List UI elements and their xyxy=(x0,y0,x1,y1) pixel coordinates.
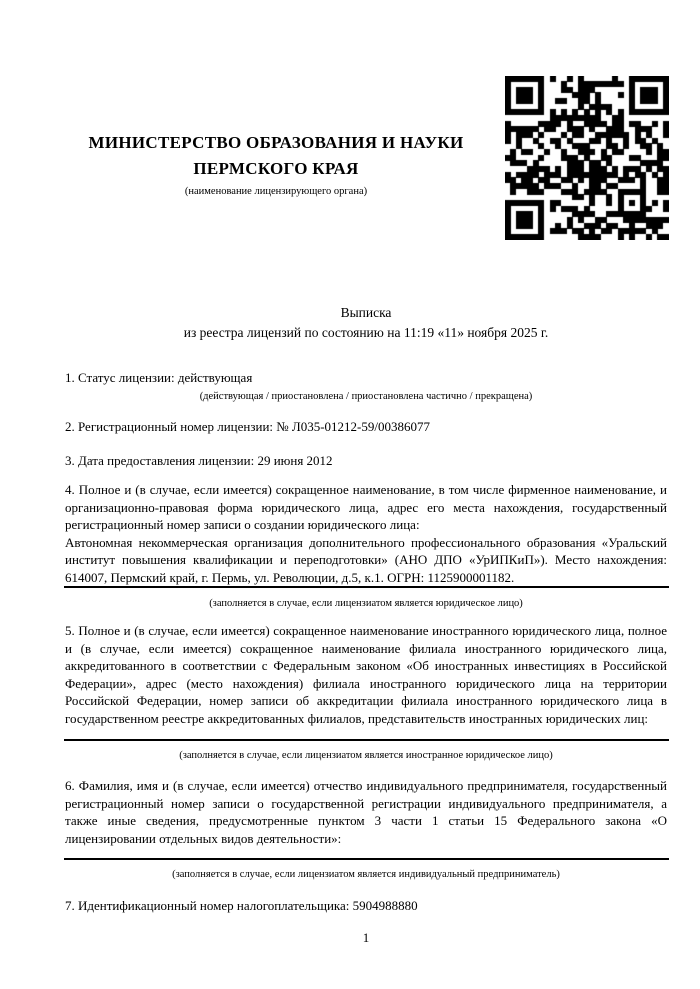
item-7-taxpayer-id: 7. Идентификационный номер налогоплательщика: 5904988880 xyxy=(65,898,418,913)
item-4-caption: (заполняется в случае, если лицензиатом является юридическое лицо) xyxy=(209,598,523,609)
ministry-name-line2: ПЕРМСКОГО КРАЯ xyxy=(193,158,359,178)
document-title-line1: Выписка xyxy=(340,305,392,320)
item-5-foreign-entity: 5. Полное и (в случае, если имеется) сокращенное наименование иностранного юридического лица, полное и (в случае, если имеется) сокращенное наименование филиала иностранного юридического лица, аккредитованного в соответствии с Федеральным законом «Об иностранных инвестициях в Российской Федерации», адрес (место нахождения) филиала иностранного юридического лица на территории Российской Федерации, номер записи об аккредитации филиала иностранного юридического лица в государственном реестре аккредитованных филиалов, представительств иностранных юридических лиц: xyxy=(65,623,667,726)
ministry-caption: (наименование лицензирующего органа) xyxy=(184,186,368,197)
fill-line-foreign-entity xyxy=(64,739,669,741)
item-4-text: 4. Полное и (в случае, если имеется) сокращенное наименование, в том числе фирменное наименование, и организационно-правовая форма юридического лица, адрес его места нахождения, государственный регистрационный номер записи о создании юридического лица: xyxy=(65,482,667,533)
item-1-license-status: 1. Статус лицензии: действующая xyxy=(65,370,253,385)
ministry-name-line1: МИНИСТЕРСТВО ОБРАЗОВАНИЯ И НАУКИ xyxy=(88,133,464,152)
document-title xyxy=(65,303,667,342)
fill-line-legal-entity xyxy=(64,586,669,588)
item-6-caption: (заполняется в случае, если лицензиатом является индивидуальный предприниматель) xyxy=(172,869,560,880)
item-6-individual-entrepreneur: 6. Фамилия, имя и (в случае, если имеется) отчество индивидуального предпринимателя, государственный регистрационный номер записи о государственной регистрации индивидуального предпринимателя, а также иные сведения, предусмотренные пунктом 3 части 1 статьи 15 Федерального закона «О лицензировании отдельных видов деятельности»: xyxy=(65,778,667,846)
item-3-grant-date: 3. Дата предоставления лицензии: 29 июня 2012 xyxy=(65,453,333,468)
item-2-registration-number: 2. Регистрационный номер лицензии: № Л035-01212-59/00386077 xyxy=(65,419,431,434)
item-4-legal-entity xyxy=(65,481,667,587)
item-5-caption: (заполняется в случае, если лицензиатом является иностранное юридическое лицо) xyxy=(179,750,553,761)
licensing-authority-header xyxy=(65,130,487,198)
qr-code-icon xyxy=(505,76,669,240)
fill-line-individual-entrepreneur xyxy=(64,858,669,860)
document-title-line2: из реестра лицензий по состоянию на 11:19 «11» ноября 2025 г. xyxy=(183,324,549,340)
item-4-value: Автономная некоммерческая организация дополнительного профессионального образования «Уральский институт повышения квалификации и переподготовки» (АНО ДПО «УрИПКиП»). Место нахождения: 614007, Пермский край, г. Пермь, ул. Революции, д.5, к.1. ОГРН: 1125900001182. xyxy=(65,534,667,585)
page-number: 1 xyxy=(362,930,370,945)
item-1-caption: (действующая / приостановлена / приостановлена частично / прекращена) xyxy=(199,391,533,402)
